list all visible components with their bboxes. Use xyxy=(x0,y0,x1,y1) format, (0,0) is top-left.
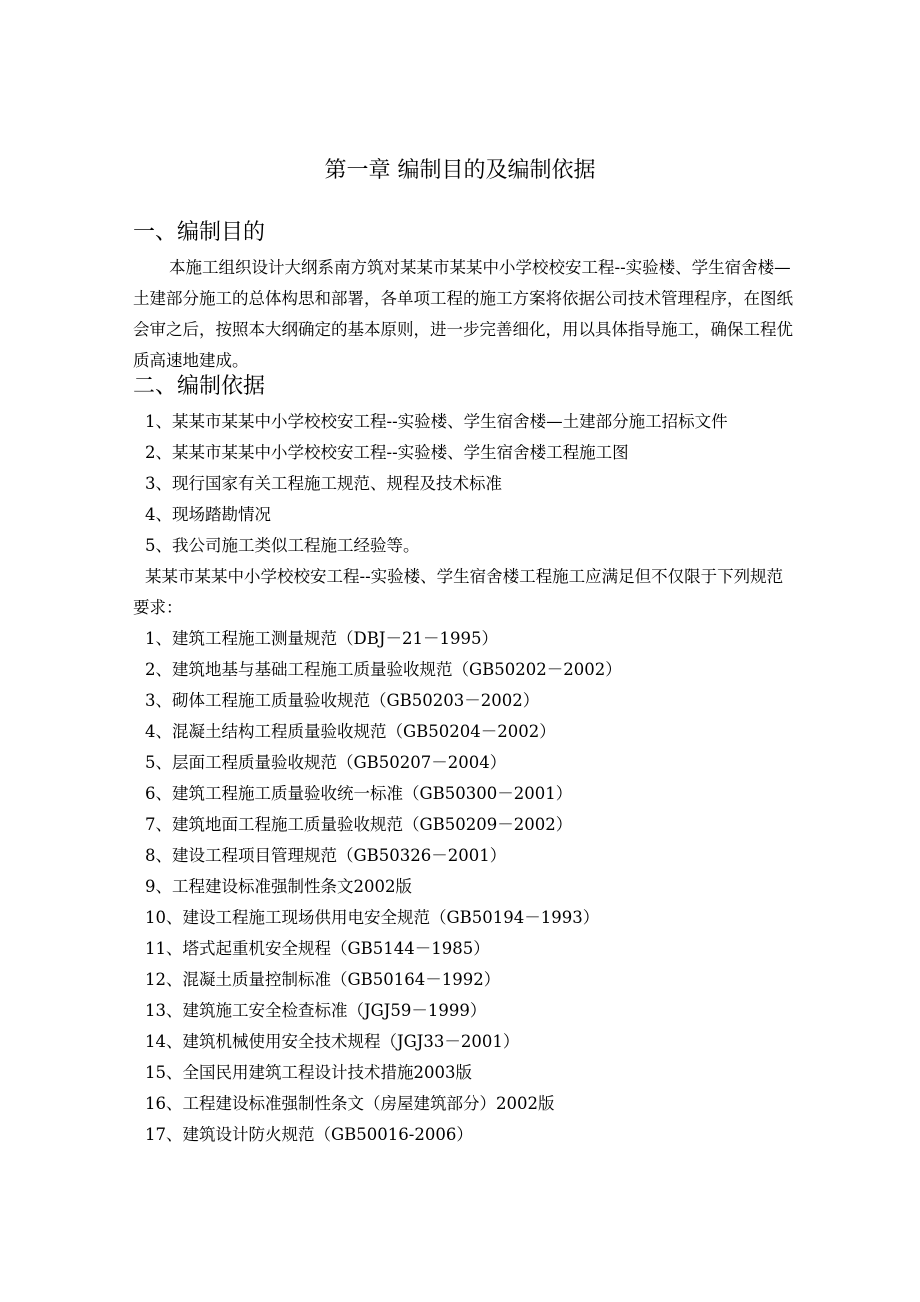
spec-list xyxy=(145,623,622,1150)
basis-item: 1、某某市某某中小学校校安工程--实验楼、学生宿舍楼—土建部分施工招标文件 xyxy=(145,412,728,431)
basis-item: 5、我公司施工类似工程施工经验等。 xyxy=(145,536,420,555)
chapter-title: 第一章 编制目的及编制依据 xyxy=(324,158,596,183)
section-heading-basis: 二、编制依据 xyxy=(133,374,266,399)
spec-item: 11、塔式起重机安全规程（GB5144－1985） xyxy=(145,939,490,958)
spec-item: 17、建筑设计防火规范（GB50016-2006） xyxy=(145,1125,473,1144)
spec-item: 12、混凝土质量控制标准（GB50164－1992） xyxy=(145,970,501,989)
section-heading-purpose: 一、编制目的 xyxy=(133,220,266,245)
basis-item: 3、现行国家有关工程施工规范、规程及技术标准 xyxy=(145,474,502,493)
spec-item: 16、工程建设标准强制性条文（房屋建筑部分）2002版 xyxy=(145,1094,555,1113)
spec-item: 13、建筑施工安全检查标准（JGJ59－1999） xyxy=(145,1001,487,1020)
spec-item: 9、工程建设标准强制性条文2002版 xyxy=(145,877,412,896)
spec-item: 14、建筑机械使用安全技术规程（JGJ33－2001） xyxy=(145,1032,520,1051)
basis-item: 4、现场踏勘情况 xyxy=(145,505,271,524)
spec-item: 1、建筑工程施工测量规范（DBJ－21－1995） xyxy=(145,629,498,648)
basis-item: 2、某某市某某中小学校校安工程--实验楼、学生宿舍楼工程施工图 xyxy=(145,443,629,462)
spec-item: 15、全国民用建筑工程设计技术措施2003版 xyxy=(145,1063,472,1082)
spec-item: 10、建设工程施工现场供用电安全规范（GB50194－1993） xyxy=(145,908,600,927)
spec-item: 4、混凝土结构工程质量验收规范（GB50204－2002） xyxy=(145,722,556,741)
spec-item: 3、砌体工程施工质量验收规范（GB50203－2002） xyxy=(145,691,540,710)
spec-item: 6、建筑工程施工质量验收统一标准（GB50300－2001） xyxy=(145,784,573,803)
spec-item: 7、建筑地面工程施工质量验收规范（GB50209－2002） xyxy=(145,815,573,834)
purpose-paragraph: 本施工组织设计大纲系南方筑对某某市某某中小学校校安工程--实验楼、学生宿舍楼—土建部分施工的总体构思和部署，各单项工程的施工方案将依据公司技术管理程序，在图纸会审之后，按照本大纲确定的基本原则，进一步完善细化，用以具体指导施工，确保工程优质高速地建成。 xyxy=(133,258,793,370)
requirement-paragraph: 某某市某某中小学校校安工程--实验楼、学生宿舍楼工程施工应满足但不仅限于下列规范要求： xyxy=(133,567,784,617)
basis-list xyxy=(145,406,728,561)
spec-item: 2、建筑地基与基础工程施工质量验收规范（GB50202－2002） xyxy=(145,660,622,679)
spec-item: 5、层面工程质量验收规范（GB50207－2004） xyxy=(145,753,507,772)
spec-item: 8、建设工程项目管理规范（GB50326－2001） xyxy=(145,846,507,865)
